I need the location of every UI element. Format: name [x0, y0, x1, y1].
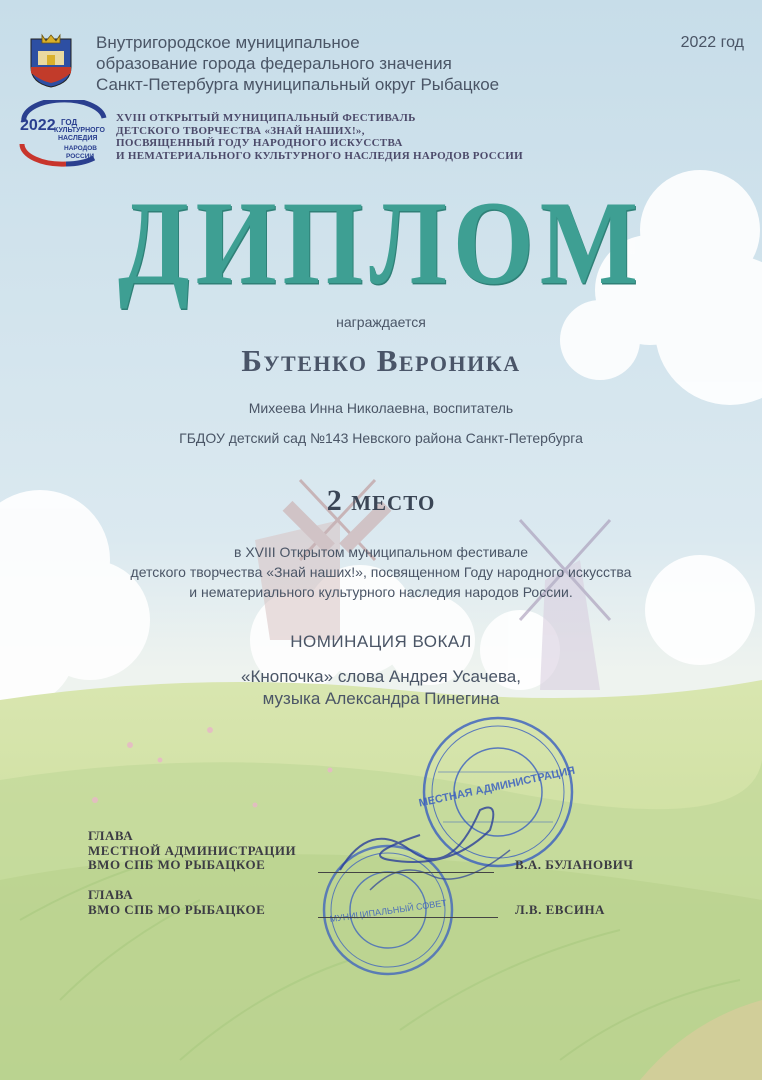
teacher-line: Михеева Инна Николаевна, воспитатель: [248, 400, 514, 416]
signature-line-1: [318, 872, 494, 873]
logo-word: ГОД: [61, 118, 78, 127]
org-line-1: Внутригородское муниципальное: [96, 33, 360, 52]
desc-line-3: и нематериального культурного наследия народов России.: [189, 584, 573, 600]
festival-title: [116, 112, 576, 162]
festival-line-3: ПОСВЯЩЕННЫЙ ГОДУ НАРОДНОГО ИСКУССТВА: [116, 137, 403, 149]
festival-line-4: И НЕМАТЕРИАЛЬНОГО КУЛЬТУРНОГО НАСЛЕДИЯ НАРОДОВ РОССИИ: [116, 149, 523, 162]
festival-line-1: XVIII ОТКРЫТЫЙ МУНИЦИПАЛЬНЫЙ ФЕСТИВАЛЬ: [116, 112, 416, 124]
school-line: ГБДОУ детский сад №143 Невского района Санкт-Петербурга: [179, 430, 583, 446]
signatory-1-name: В.А. БУЛАНОВИЧ: [515, 857, 634, 872]
festival-description: [0, 542, 762, 602]
nomination-label: НОМИНАЦИЯ ВОКАЛ: [290, 632, 472, 651]
signatory-2-title: ГЛАВА ВМО СПБ МО РЫБАЦКОЕ: [88, 887, 266, 917]
organization-name: [96, 32, 636, 95]
year-heritage-logo: [16, 100, 111, 172]
diploma-title: ДИПЛОМ: [118, 177, 644, 310]
desc-line-1: в XVIII Открытом муниципальном фестивале: [234, 544, 528, 560]
logo-line4: НАРОДОВ: [64, 145, 97, 152]
handwritten-signature: [330, 780, 530, 900]
signatory-1-title: ГЛАВА МЕСТНОЙ АДМИНИСТРАЦИИ ВМО СПБ МО РЫБАЦКОЕ: [88, 828, 297, 872]
song-line-2: музыка Александра Пинегина: [262, 689, 500, 708]
coat-of-arms-logo: [28, 33, 74, 89]
awarded-label: награждается: [336, 314, 426, 330]
desc-line-2: детского творчества «Знай наших!», посвященном Году народного искусства: [130, 564, 632, 580]
recipient-name: Бутенко Вероника: [241, 343, 521, 378]
year-label: 2022 год: [680, 34, 744, 51]
song-info: [0, 666, 762, 710]
festival-line-2: ДЕТСКОГО ТВОРЧЕСТВА «ЗНАЙ НАШИХ!»,: [116, 124, 365, 137]
signatory-2-name: Л.В. ЕВСИНА: [515, 902, 605, 917]
logo-line5: РОССИИ: [66, 153, 95, 160]
song-line-1: «Кнопочка» слова Андрея Усачева,: [241, 667, 521, 686]
org-line-2: образование города федерального значения: [96, 54, 452, 73]
place-label: 2 место: [326, 484, 436, 517]
logo-year: 2022: [20, 117, 56, 134]
logo-line2: КУЛЬТУРНОГО: [54, 127, 105, 134]
org-line-3: Санкт-Петербурга муниципальный округ Рыбацкое: [96, 75, 500, 94]
council-stamp-text: МУНИЦИПАЛЬНЫЙ СОВЕТ: [328, 897, 448, 925]
admin-stamp-text: МЕСТНАЯ АДМИНИСТРАЦИЯ: [418, 764, 577, 810]
signature-line-2: [318, 917, 498, 918]
logo-line3: НАСЛЕДИЯ: [58, 135, 98, 142]
